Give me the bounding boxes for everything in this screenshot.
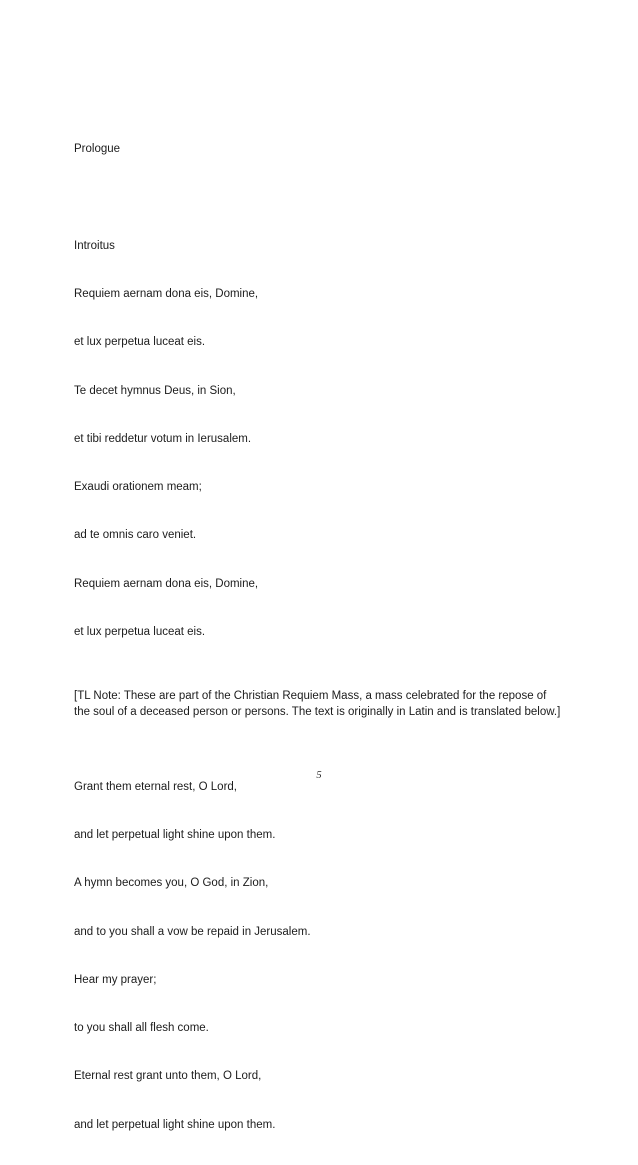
introitus-line-2: et lux perpetua luceat eis.: [74, 336, 206, 349]
translation-line-2: and let perpetual light shine upon them.: [74, 829, 276, 842]
introitus-line-7: Requiem aernam dona eis, Domine,: [74, 577, 259, 590]
introitus-line-8: et lux perpetua luceat eis.: [74, 626, 206, 638]
page-number: 5: [316, 770, 322, 781]
spacer: [74, 721, 564, 747]
introitus-line-5: Exaudi orationem meam;: [74, 481, 202, 494]
introitus-section: [74, 206, 564, 673]
english-translation-section: [74, 747, 564, 1165]
introitus-line-6: ad te omnis caro veniet.: [74, 529, 197, 542]
page-content: [74, 109, 564, 1165]
spacer: [74, 189, 564, 205]
page-title: [74, 109, 564, 189]
translation-line-1: Grant them eternal rest, O Lord,: [74, 780, 237, 793]
introitus-title: Introitus: [74, 239, 115, 252]
translation-line-4: and to you shall a vow be repaid in Jerusalem.: [74, 925, 311, 938]
translation-line-6: to you shall all flesh come.: [74, 1022, 209, 1035]
introitus-line-3: Te decet hymnus Deus, in Sion,: [74, 384, 236, 397]
spacer: [74, 672, 564, 688]
translation-line-8: and let perpetual light shine upon them.: [74, 1118, 276, 1131]
translator-note: [TL Note: These are part of the Christian Requiem Mass, a mass celebrated for the repose of the soul of a deceased person or persons. The text is originally in Latin and is translated below.]: [74, 690, 561, 719]
introitus-line-1: Requiem aernam dona eis, Domine,: [74, 288, 259, 301]
prologue-heading: Prologue: [74, 143, 121, 156]
translation-line-7: Eternal rest grant unto them, O Lord,: [74, 1070, 262, 1083]
translation-line-3: A hymn becomes you, O God, in Zion,: [74, 877, 269, 890]
translation-line-5: Hear my prayer;: [74, 973, 157, 986]
introitus-line-4: et tibi reddetur votum in Ierusalem.: [74, 432, 252, 445]
